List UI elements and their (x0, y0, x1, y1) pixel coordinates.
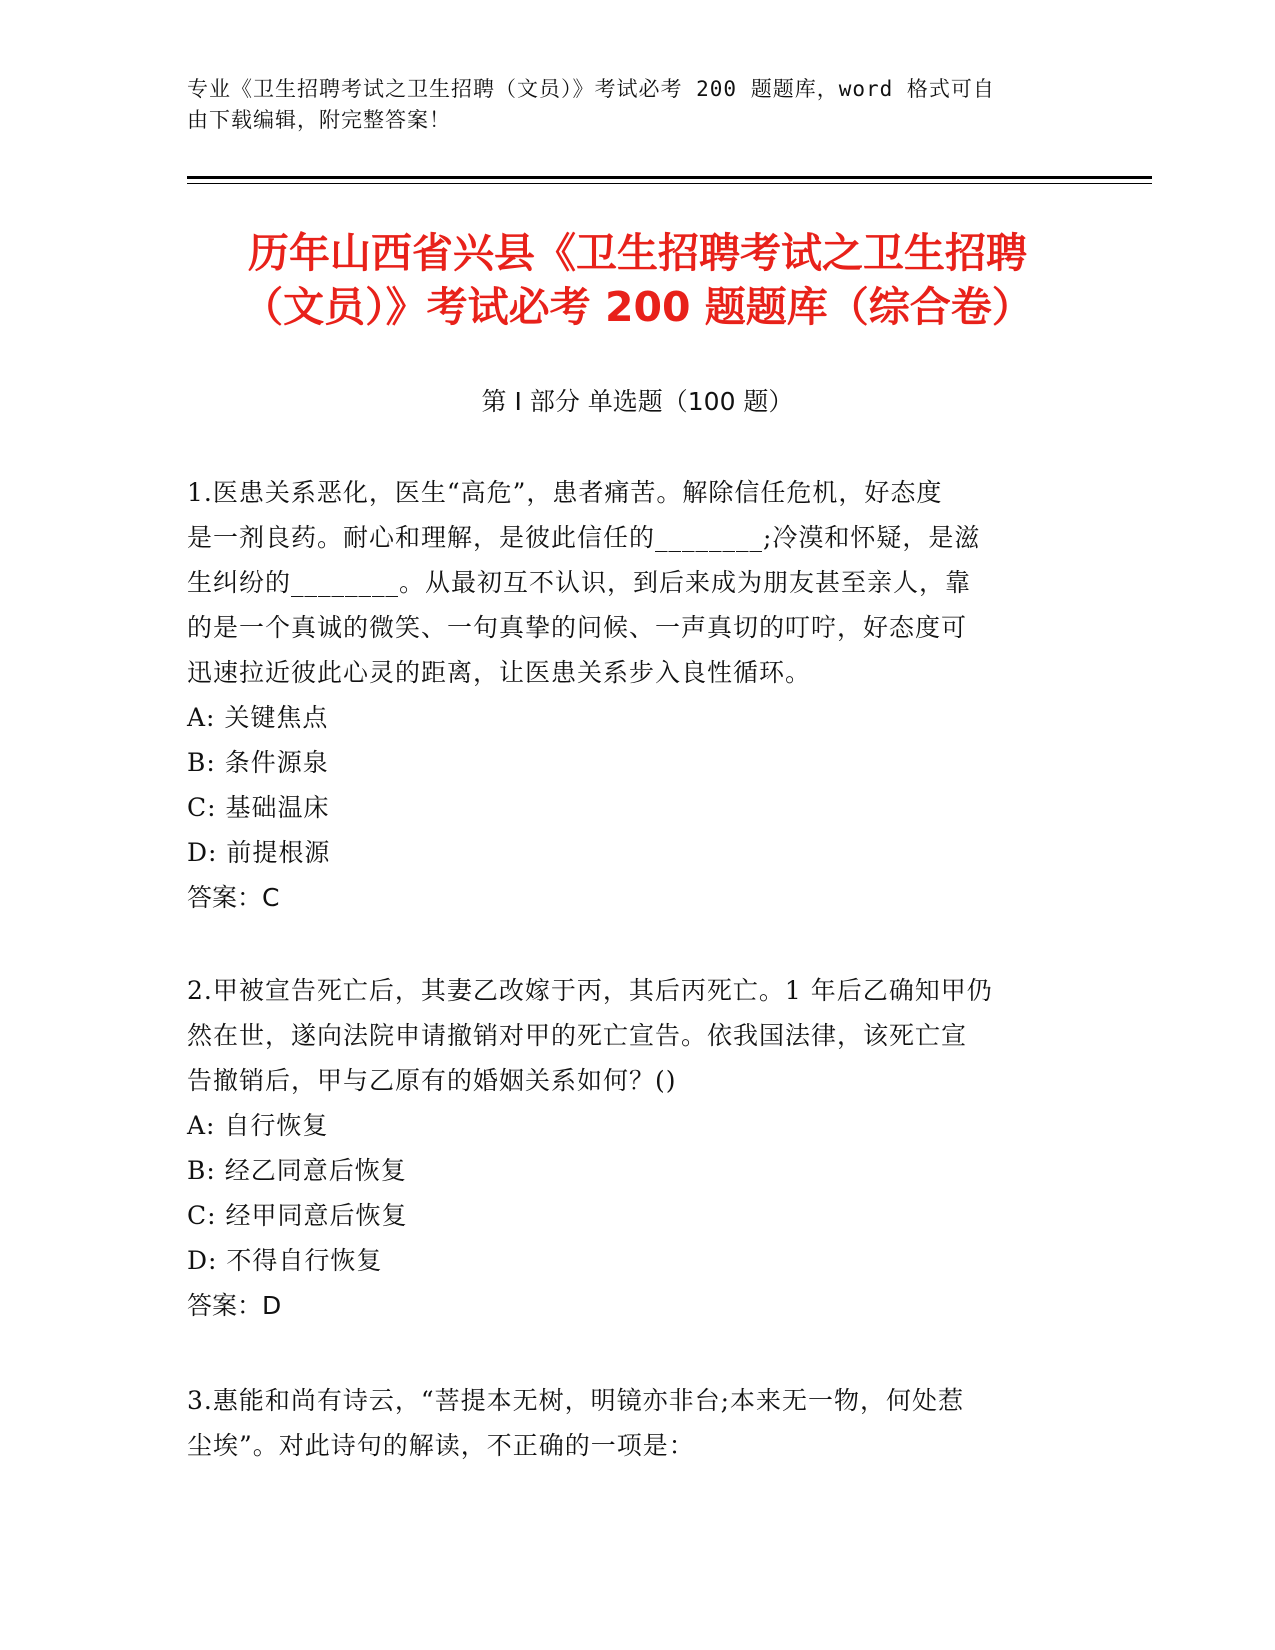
question-text-line: 1.医患关系恶化，医生“高危”，患者痛苦。解除信任危机，好态度 (187, 478, 943, 507)
section-title: 第 I 部分 单选题（100 题） (481, 387, 794, 416)
question-3 (187, 1378, 1067, 1468)
question-text-line: 迅速拉近彼此心灵的距离，让医患关系步入良性循环。 (187, 658, 812, 687)
header-note-line: 由下载编辑，附完整答案！ (187, 108, 451, 132)
header-note (187, 74, 1067, 136)
answer-label: 答案：D (187, 1291, 282, 1320)
option-c: C: 基础温床 (187, 793, 330, 822)
page-title-line: 历年山西省兴县《卫生招聘考试之卫生招聘 (248, 229, 1027, 277)
question-text-line: 是一剂良药。耐心和理解，是彼此信任的________;冷漠和怀疑，是滋 (187, 523, 981, 552)
question-text-line: 尘埃”。对此诗句的解读，不正确的一项是： (187, 1431, 695, 1460)
option-d: D: 前提根源 (187, 838, 331, 867)
question-text-line: 2.甲被宣告死亡后，其妻乙改嫁于丙，其后丙死亡。1 年后乙确知甲仍 (187, 976, 993, 1005)
header-divider-thick (187, 176, 1152, 179)
option-c: C: 经甲同意后恢复 (187, 1201, 408, 1230)
question-text-line: 生纠纷的________。从最初互不认识，到后来成为朋友甚至亲人，靠 (187, 568, 972, 597)
question-text-line: 告撤销后，甲与乙原有的婚姻关系如何？() (187, 1066, 677, 1095)
page-title-line: （文员）》考试必考 200 题题库（综合卷） (242, 283, 1033, 331)
question-text-line: 然在世，遂向法院申请撤销对甲的死亡宣告。依我国法律，该死亡宣 (187, 1021, 968, 1050)
option-a: A: 关键焦点 (187, 703, 329, 732)
question-text-line: 3.惠能和尚有诗云，“菩提本无树，明镜亦非台;本来无一物，何处惹 (187, 1386, 965, 1415)
header-note-line: 专业《卫生招聘考试之卫生招聘（文员）》考试必考 200 题题库，word 格式可自 (187, 77, 995, 101)
option-b: B: 经乙同意后恢复 (187, 1156, 407, 1185)
option-d: D: 不得自行恢复 (187, 1246, 383, 1275)
question-1 (187, 470, 1067, 920)
header-divider-thin (187, 183, 1152, 184)
question-text-line: 的是一个真诚的微笑、一句真挚的问候、一声真切的叮咛，好态度可 (187, 613, 968, 642)
option-b: B: 条件源泉 (187, 748, 329, 777)
page-title (160, 226, 1115, 334)
question-2 (187, 968, 1067, 1328)
answer-label: 答案：C (187, 883, 280, 912)
option-a: A: 自行恢复 (187, 1111, 329, 1140)
